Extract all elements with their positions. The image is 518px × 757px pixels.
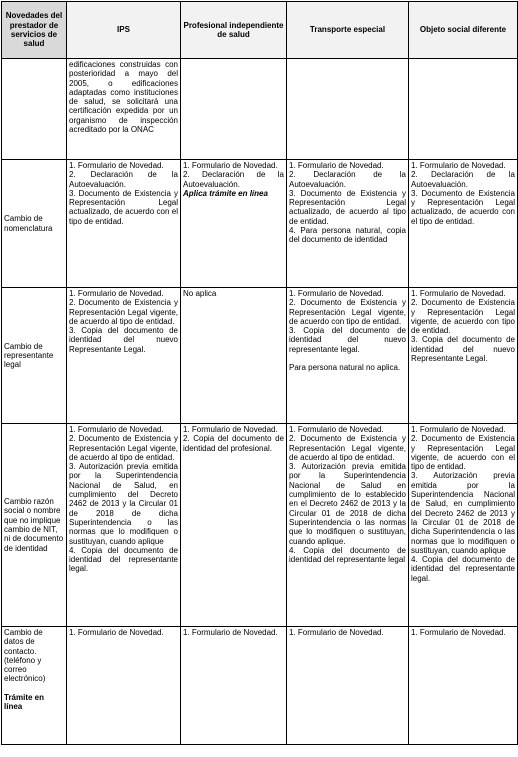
cell-text: 2. Documento de Existencia y Representación Legal vigente, de acuerdo con tipo de entidad. [411,298,515,336]
cell-objeto [409,288,518,424]
cell-transporte [287,424,409,627]
cell-text: 1. Formulario de Novedad. [289,289,384,298]
cell-text: 2. Declaración de la Autoevaluación. [183,170,284,189]
cell-text: 3. Documento de Existencia y Representación Legal actualizado, de acuerdo con el tipo de entidad. [69,188,178,226]
table-row [2,59,518,160]
cell-text: 3. Copia del documento de identidad del nuevo Representante Legal. [69,326,178,354]
cell-text: 2. Documento de Existencia y Representación Legal vigente, de acuerdo al tipo de entidad. [69,298,178,326]
cell-text: 1. Formulario de Novedad. [411,425,506,434]
cell-text: 1. Formulario de Novedad. [69,425,164,434]
header-novedades: Novedades del prestador de servicios de salud [2,2,67,59]
cell-text: 3. Copia del documento de identidad del nuevo Representante Legal. [411,335,515,364]
table-row [2,627,518,745]
cell-text: 1. Formulario de Novedad. [289,425,384,434]
cell-text: 4. Copia del documento de identidad del representante legal [289,545,406,565]
header-row [2,2,518,59]
cell-text: 3. Autorización previa emitida por la Superintendencia Nacional de Salud, en cumplimiento del Decreto 2462 de 2013 y la Circular 01 de 2018 de dicha Superintendencia o las normas que lo modifiquen o sustituyan, cuando aplique [69,462,178,546]
header-profesional: Profesional independiente de salud [181,2,287,59]
row-label [2,59,67,160]
cell-text: 2. Documento de Existencia y Representación Legal vigente, de acuerdo con el tipo de entidad. [411,434,515,472]
cell-text: 2. Declaración de la Autoevaluación. [411,170,515,189]
online-note: Aplica trámite en línea [183,188,268,198]
cell-text: 3. Copia del documento de identidad del nuevo representante legal. [289,326,406,354]
cell-objeto [409,424,518,627]
cell-objeto [409,59,518,160]
cell-text: 4. Copia del documento de identidad del representante legal. [69,545,178,574]
cell-text: 1. Formulario de Novedad. [183,161,278,170]
cell-ips [67,424,181,627]
cell-text: 1. Formulario de Novedad. [69,628,164,637]
online-note: Trámite en línea [4,692,45,712]
cell-profesional [181,160,287,288]
cell-text: 1. Formulario de Novedad. [289,628,384,637]
cell-objeto [409,160,518,288]
cell-text: 1. Formulario de Novedad. [411,628,506,637]
cell-text: 2. Declaración de la Autoevaluación. [69,170,178,189]
cell-profesional [181,59,287,160]
row-label: Cambio de nomenclatura [2,160,67,288]
novedades-table [1,1,518,745]
header-objeto: Objeto social diferente [409,2,518,59]
cell-text: 3. Documento de Existencia y Representación Legal actualizado, de acuerdo con el tipo de entidad. [411,188,515,226]
cell-text: 3. Autorización previa emitida por la Superintendencia Nacional de Salud en cumplimiento de lo establecido en el Decreto 2462 de 2013 y la Circular 01 de 2018 de dicha Superintendencia o las normas que lo modifiquen o sustituyan, cuando aplique. [289,462,406,546]
cell-text: 1. Formulario de Novedad. [69,289,164,298]
row-label: Cambio de representante legal [2,288,67,424]
cell-text: 4. Copia del documento de identidad del representante legal. [411,555,515,583]
cell-ips [67,59,181,160]
cell-ips [67,288,181,424]
cell-objeto [409,627,518,745]
cell-ips [67,160,181,288]
table-row [2,288,518,424]
cell-ips [67,627,181,745]
cell-text: edificaciones construidas con posterioridad a mayo del 2005, o edificaciones adaptadas como instituciones de salud, se solicitará una certificación expedida por un organismo de inspección acreditado por la ONAC [69,60,178,135]
cell-text: No aplica [183,289,217,298]
cell-text: Para persona natural no aplica. [289,363,401,373]
cell-transporte [287,160,409,288]
table-row [2,424,518,627]
table-row [2,160,518,288]
cell-text: 2. Documento de Existencia y Representación Legal vigente, de acuerdo con tipo de entidad. [289,298,406,326]
cell-transporte [287,627,409,745]
cell-text: 3. Documento de Existencia y Representación Legal actualizado, de acuerdo al tipo de entidad. [289,188,406,226]
cell-text: 1. Formulario de Novedad. [69,161,164,170]
cell-text: 2. Documento de Existencia y Representación Legal vigente, de acuerdo al tipo de entidad. [69,434,178,462]
row-label-text: Cambio de datos de contacto. (teléfono y correo electrónico) [4,628,46,684]
cell-text: 1. Formulario de Novedad. [411,289,506,298]
header-transporte: Transporte especial [287,2,409,59]
cell-text: 2. Copia del documento de identidad del profesional. [183,434,284,453]
cell-text: 1. Formulario de Novedad. [183,628,278,637]
cell-text: 1. Formulario de Novedad. [289,161,384,170]
cell-text: 1. Formulario de Novedad. [411,161,506,170]
cell-transporte [287,59,409,160]
cell-text: 1. Formulario de Novedad. [183,425,278,434]
cell-profesional [181,288,287,424]
cell-text: 4. Para persona natural, copia del documento de identidad [289,226,406,245]
cell-text: 2. Documento de Existencia y Representación Legal vigente, de acuerdo al tipo de entidad. [289,434,406,462]
cell-transporte [287,288,409,424]
cell-profesional [181,424,287,627]
cell-profesional [181,627,287,745]
cell-text: 2. Declaración de la Autoevaluación. [289,170,406,189]
row-label [2,627,67,745]
header-ips: IPS [67,2,181,59]
cell-text: 3. Autorización previa emitida por la Superintendencia Nacional de Salud, en cumplimiento del Decreto 2462 de 2013 y la Circular 01 de 2018 de dicha Superintendencia o las normas que lo modifiquen o sustituyan, cuando aplique [411,471,515,555]
row-label: Cambio razón social o nombre que no implique cambio de NIT, ni de documento de identidad [2,424,67,627]
